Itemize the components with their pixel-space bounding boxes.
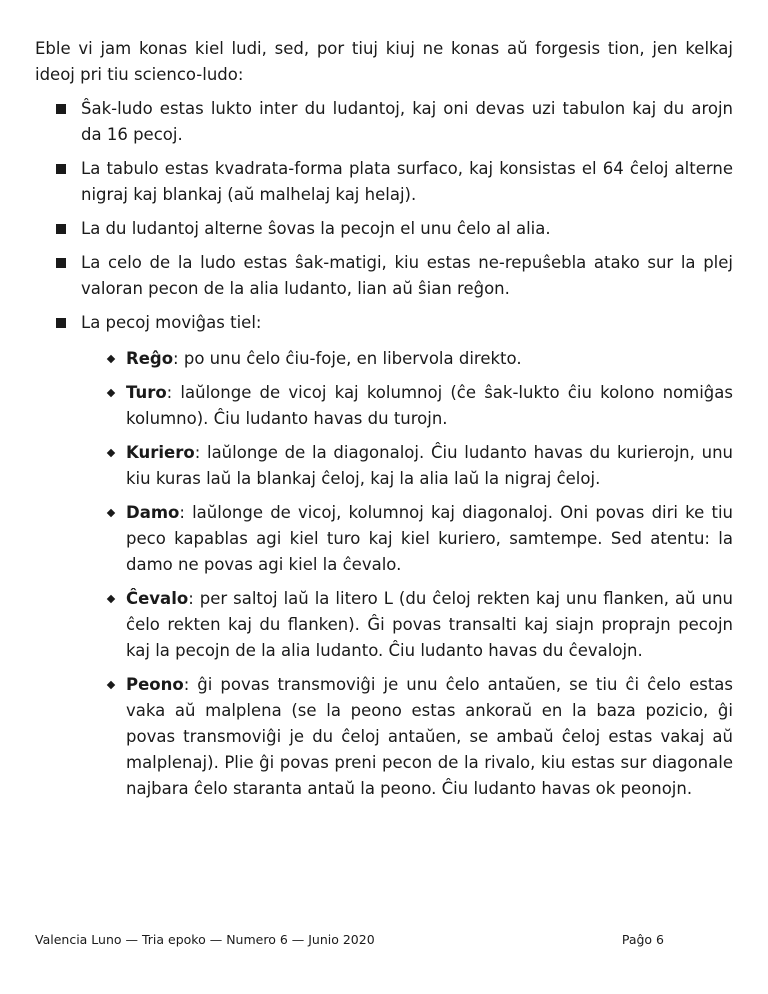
square-bullet-icon bbox=[56, 164, 66, 174]
piece-description: : laŭlonge de vicoj kaj kolumnoj (ĉe ŝak-lukto ĉiu kolono nomiĝas kolumno). Ĉiu ludanto havas du turojn. bbox=[126, 383, 733, 428]
diamond-bullet-icon bbox=[107, 389, 115, 397]
list-item bbox=[35, 96, 733, 148]
list-item-text: La du ludantoj alterne ŝovas la pecojn el unu ĉelo al alia. bbox=[81, 219, 551, 238]
piece-name: Reĝo bbox=[126, 349, 174, 368]
list-item-text: La pecoj moviĝas tiel: bbox=[81, 313, 262, 332]
piece-item bbox=[81, 380, 733, 432]
piece-item bbox=[81, 346, 733, 372]
intro-paragraph: Eble vi jam konas kiel ludi, sed, por tiuj kiuj ne konas aŭ forgesis tion, jen kelkaj ideoj pri tiu scienco-ludo: bbox=[35, 39, 733, 84]
piece-description: : po unu ĉelo ĉiu-foje, en libervola direkto. bbox=[173, 349, 522, 368]
piece-description: : laŭlonge de vicoj, kolumnoj kaj diagonaloj. Oni povas diri ke tiu peco kapablas agi kiel turo kaj kiel kuriero, samtempe. Sed atentu: la damo ne povas agi kiel la ĉevalo. bbox=[126, 503, 733, 574]
piece-description: : ĝi povas transmoviĝi je unu ĉelo antaŭen, se tiu ĉi ĉelo estas vaka aŭ malplena (se la peono estas ankoraŭ en la baza pozicio, ĝi povas transmoviĝi je du ĉeloj antaŭen, se ambaŭ ĉeloj estas vakaj aŭ malplenaj). Plie ĝi povas preni pecon de la rivalo, kiu estas sur diagonale najbara ĉelo staranta antaŭ la peono. Ĉiu ludanto havas ok peonojn. bbox=[126, 675, 733, 798]
piece-name: Damo bbox=[126, 503, 180, 522]
piece-item bbox=[81, 440, 733, 492]
square-bullet-icon bbox=[56, 258, 66, 268]
list-item-text: La celo de la ludo estas ŝak-matigi, kiu estas ne-repuŝebla atako sur la plej valoran pecon de la alia ludanto, lian aŭ ŝian reĝon. bbox=[81, 253, 733, 298]
piece-name: Kuriero bbox=[126, 443, 195, 462]
square-bullet-icon bbox=[56, 318, 66, 328]
page-number: Paĝo 6 bbox=[621, 932, 664, 947]
diamond-bullet-icon bbox=[107, 595, 115, 603]
list-item bbox=[35, 310, 733, 802]
rules-list bbox=[35, 96, 733, 802]
square-bullet-icon bbox=[56, 104, 66, 114]
piece-item bbox=[81, 500, 733, 578]
list-item bbox=[35, 216, 733, 242]
list-item-text: La tabulo estas kvadrata-forma plata surfaco, kaj konsistas el 64 ĉeloj alterne nigraj kaj blankaj (aŭ malhelaj kaj helaj). bbox=[81, 159, 733, 204]
piece-description: : laŭlonge de la diagonaloj. Ĉiu ludanto havas du kurierojn, unu kiu kuras laŭ la blankaj ĉeloj, kaj la alia laŭ la nigraj ĉeloj. bbox=[126, 443, 733, 488]
list-item-text: Ŝak-ludo estas lukto inter du ludantoj, kaj oni devas uzi tabulon kaj du arojn da 16 pecoj. bbox=[81, 99, 733, 144]
list-item bbox=[35, 250, 733, 302]
square-bullet-icon bbox=[56, 224, 66, 234]
list-item bbox=[35, 156, 733, 208]
footer-publication: Valencia Luno — Tria epoko — Numero 6 — Junio 2020 bbox=[35, 932, 375, 947]
piece-name: Peono bbox=[126, 675, 184, 694]
piece-item bbox=[81, 586, 733, 664]
page-footer bbox=[35, 932, 664, 947]
diamond-bullet-icon bbox=[107, 509, 115, 517]
diamond-bullet-icon bbox=[107, 449, 115, 457]
diamond-bullet-icon bbox=[107, 681, 115, 689]
piece-name: Turo bbox=[126, 383, 167, 402]
diamond-bullet-icon bbox=[107, 355, 115, 363]
piece-name: Ĉevalo bbox=[126, 589, 189, 608]
article-body bbox=[35, 36, 733, 810]
piece-description: : per saltoj laŭ la litero L (du ĉeloj rekten kaj unu flanken, aŭ unu ĉelo rekten kaj du flanken). Ĝi povas transalti kaj siajn proprajn pecojn kaj la pecojn de la alia ludanto. Ĉiu ludanto havas du ĉevalojn. bbox=[126, 589, 733, 660]
piece-item bbox=[81, 672, 733, 802]
pieces-list bbox=[126, 346, 733, 802]
